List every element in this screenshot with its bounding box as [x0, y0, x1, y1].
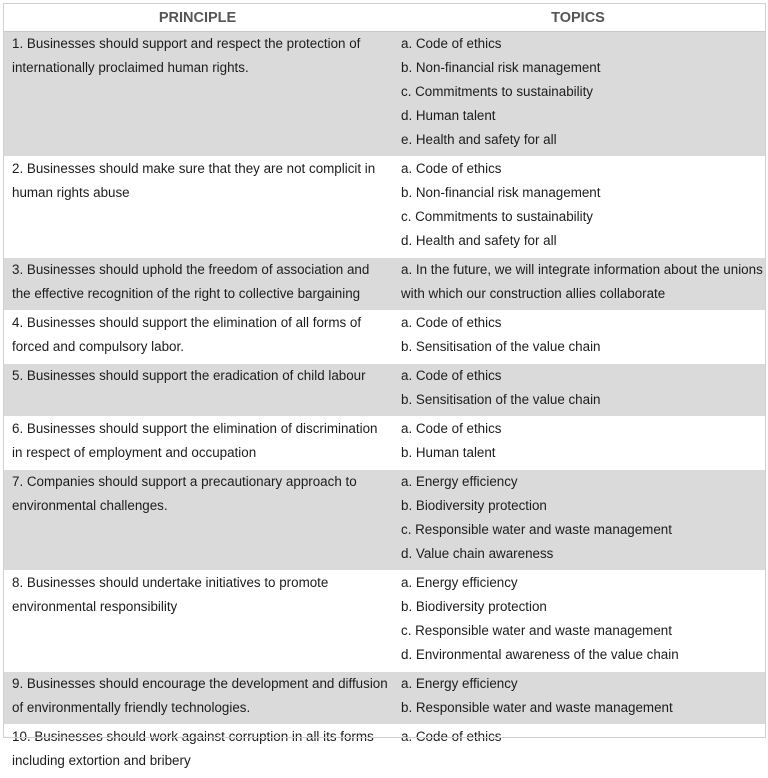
table-row	[4, 32, 765, 157]
principle-cell	[4, 258, 391, 311]
topic-item: a. Energy efficiency	[401, 575, 518, 590]
topics-cell	[391, 311, 765, 364]
topic-item: a. Code of ethics	[401, 368, 502, 383]
topic-item: b. Non-financial risk management	[401, 60, 601, 75]
header-row	[4, 4, 765, 32]
topic-item: b. Sensitisation of the value chain	[401, 339, 601, 354]
topic-item: b. Human talent	[401, 445, 496, 460]
topics-cell	[391, 364, 765, 417]
table-row	[4, 417, 765, 470]
principle-cell	[4, 725, 391, 778]
topics-cell	[391, 470, 765, 571]
topic-item: a. Energy efficiency	[401, 474, 518, 489]
topic-item: a. Code of ethics	[401, 315, 502, 330]
topic-item: a. In the future, we will integrate information about the unions with which our construction allies collaborate	[401, 262, 763, 301]
topic-item: a. Energy efficiency	[401, 676, 518, 691]
table-row	[4, 311, 765, 364]
table-row	[4, 571, 765, 672]
topics-cell	[391, 571, 765, 672]
topic-item: b. Responsible water and waste management	[401, 700, 673, 715]
principle-text: 5. Businesses should support the eradication of child labour	[12, 368, 366, 383]
principle-cell	[4, 311, 391, 364]
topics-column-header: TOPICS	[391, 4, 765, 32]
topic-item: c. Responsible water and waste management	[401, 623, 672, 638]
principle-text: 10. Businesses should work against corruption in all its forms including extortion and bribery	[12, 729, 374, 768]
principle-text: 1. Businesses should support and respect the protection of internationally proclaimed human rights.	[12, 36, 361, 75]
topics-cell	[391, 417, 765, 470]
topic-item: a. Code of ethics	[401, 421, 502, 436]
topic-item: e. Health and safety for all	[401, 132, 557, 147]
table-row	[4, 157, 765, 258]
principle-text: 6. Businesses should support the elimination of discrimination in respect of employment and occupation	[12, 421, 378, 460]
topic-item: b. Non-financial risk management	[401, 185, 601, 200]
principle-text: 9. Businesses should encourage the development and diffusion of environmentally friendly technologies.	[12, 676, 388, 715]
table-row	[4, 364, 765, 417]
table-row	[4, 470, 765, 571]
topic-item: d. Environmental awareness of the value chain	[401, 647, 679, 662]
topics-cell	[391, 725, 765, 778]
topic-item: a. Code of ethics	[401, 36, 502, 51]
principle-cell	[4, 157, 391, 258]
topic-item: b. Biodiversity protection	[401, 599, 547, 614]
topic-item: c. Commitments to sustainability	[401, 84, 593, 99]
principle-cell	[4, 364, 391, 417]
principle-cell	[4, 470, 391, 571]
principle-text: 8. Businesses should undertake initiatives to promote environmental responsibility	[12, 575, 329, 614]
table-row	[4, 725, 765, 778]
topic-item: d. Human talent	[401, 108, 496, 123]
principle-cell	[4, 672, 391, 725]
principles-table	[4, 4, 765, 778]
topic-item: a. Code of ethics	[401, 161, 502, 176]
principle-cell	[4, 32, 391, 157]
principle-cell	[4, 571, 391, 672]
topics-cell	[391, 157, 765, 258]
topic-item: c. Responsible water and waste management	[401, 522, 672, 537]
topic-item: d. Health and safety for all	[401, 233, 557, 248]
topic-item: c. Commitments to sustainability	[401, 209, 593, 224]
topics-cell	[391, 258, 765, 311]
topic-item: d. Value chain awareness	[401, 546, 554, 561]
topic-item: b. Biodiversity protection	[401, 498, 547, 513]
principle-cell	[4, 417, 391, 470]
topics-cell	[391, 672, 765, 725]
principle-text: 7. Companies should support a precautionary approach to environmental challenges.	[12, 474, 357, 513]
principle-column-header: PRINCIPLE	[4, 4, 391, 32]
table-body	[4, 32, 765, 778]
topics-cell	[391, 32, 765, 157]
principle-text: 2. Businesses should make sure that they are not complicit in human rights abuse	[12, 161, 376, 200]
principle-text: 3. Businesses should uphold the freedom of association and the effective recognition of the right to collective bargaining	[12, 262, 370, 301]
topic-item: a. Code of ethics	[401, 729, 502, 744]
principle-text: 4. Businesses should support the elimination of all forms of forced and compulsory labor.	[12, 315, 362, 354]
table-row	[4, 672, 765, 725]
topic-item: b. Sensitisation of the value chain	[401, 392, 601, 407]
table-row	[4, 258, 765, 311]
